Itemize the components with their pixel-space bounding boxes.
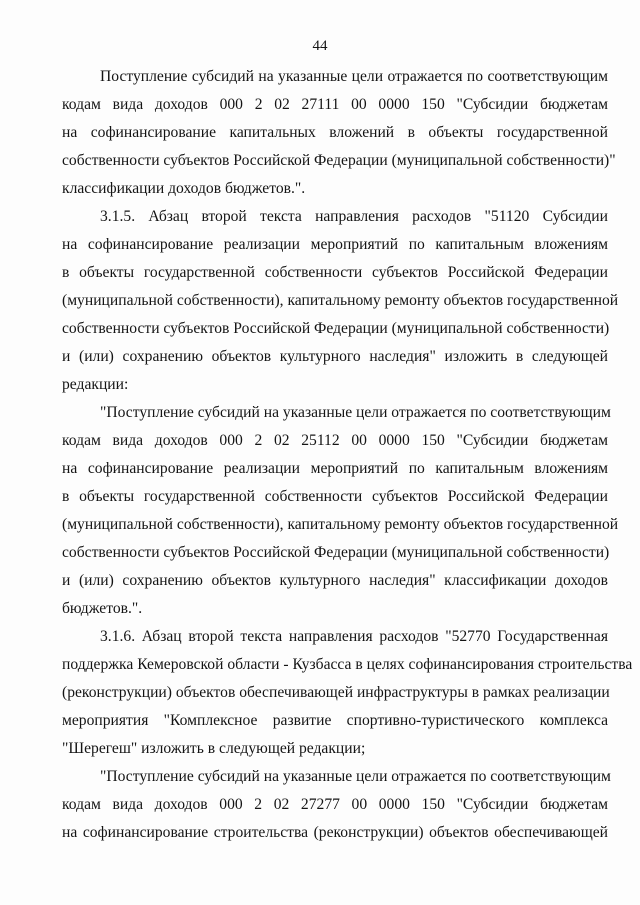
text-line: 3.1.6. Абзац второй текста направления расходов "52770 Государственная <box>100 628 608 645</box>
text-line: редакции: <box>62 376 129 393</box>
text-line: бюджетов.". <box>62 600 143 617</box>
text-line: (муниципальной собственности), капитальному ремонту объектов государственной <box>62 516 619 533</box>
text-line: "Шерегеш" изложить в следующей редакции; <box>62 740 366 757</box>
text-line: на софинансирование реализации мероприятий по капитальным вложениям <box>62 460 608 477</box>
text-line: мероприятия "Комплексное развитие спортивно-туристического комплекса <box>62 712 608 729</box>
text-line: на софинансирование реализации мероприятий по капитальным вложениям <box>62 236 608 253</box>
text-line: поддержка Кемеровской области - Кузбасса в целях софинансирования строительства <box>62 656 633 673</box>
page-number: 44 <box>312 38 328 54</box>
text-line: Поступление субсидий на указанные цели отражается по соответствующим <box>100 68 608 85</box>
text-line: собственности субъектов Российской Федерации (муниципальной собственности) <box>62 320 610 337</box>
text-line: классификации доходов бюджетов.". <box>62 180 306 197</box>
text-line: в объекты государственной собственности субъектов Российской Федерации <box>62 264 608 281</box>
text-line: кодам вида доходов 000 2 02 25112 00 0000 150 "Субсидии бюджетам <box>62 432 608 449</box>
text-line: на софинансирование капитальных вложений в объекты государственной <box>62 124 608 141</box>
text-line: собственности субъектов Российской Федерации (муниципальной собственности)" <box>62 152 616 169</box>
text-line: "Поступление субсидий на указанные цели отражается по соответствующим <box>100 768 611 785</box>
text-line: кодам вида доходов 000 2 02 27277 00 0000 150 "Субсидии бюджетам <box>62 796 608 813</box>
text-line: кодам вида доходов 000 2 02 27111 00 0000 150 "Субсидии бюджетам <box>62 96 608 113</box>
text-line: "Поступление субсидий на указанные цели отражается по соответствующим <box>100 404 611 421</box>
text-line: на софинансирование строительства (реконструкции) объектов обеспечивающей <box>62 824 608 841</box>
text-line: и (или) сохранению объектов культурного наследия" классификации доходов <box>62 572 608 589</box>
text-line: собственности субъектов Российской Федерации (муниципальной собственности) <box>62 544 610 561</box>
text-line: 3.1.5. Абзац второй текста направления расходов "51120 Субсидии <box>100 208 608 225</box>
text-line: (реконструкции) объектов обеспечивающей инфраструктуры в рамках реализации <box>62 684 610 701</box>
text-line: (муниципальной собственности), капитальному ремонту объектов государственной <box>62 292 619 309</box>
text-line: в объекты государственной собственности субъектов Российской Федерации <box>62 488 608 505</box>
text-line: и (или) сохранению объектов культурного наследия" изложить в следующей <box>62 348 608 365</box>
